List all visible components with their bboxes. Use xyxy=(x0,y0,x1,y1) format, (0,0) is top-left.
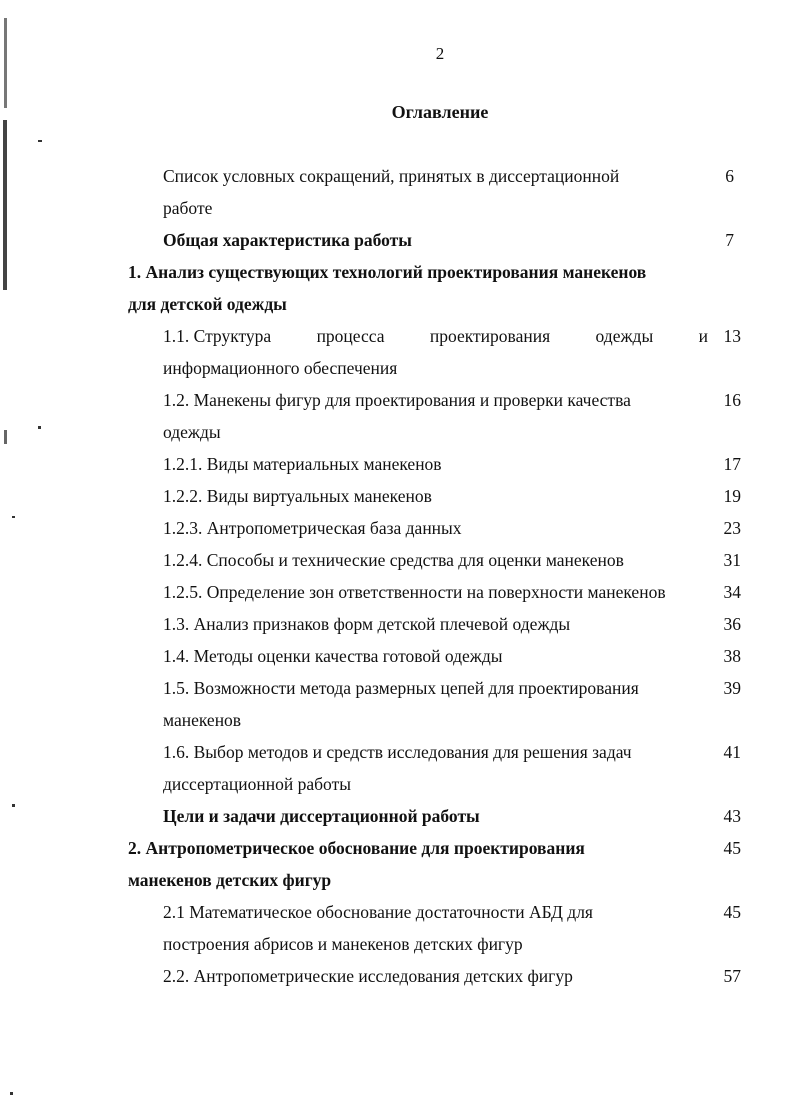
toc-entry-1-1-line1 xyxy=(163,325,708,347)
toc-chapter-2-line1: 2. Антропометрическое обоснование для проектирования xyxy=(128,838,585,858)
toc-page-number: 43 xyxy=(723,806,741,826)
toc-page-number: 17 xyxy=(723,454,741,474)
toc-entry-1-2-1: 1.2.1. Виды материальных манекенов xyxy=(163,454,442,474)
toc-entry-1-2-line2: одежды xyxy=(163,422,221,442)
toc-word: 1.1. Структура xyxy=(163,326,272,346)
toc-page-number: 36 xyxy=(723,614,741,634)
toc-page-number: 23 xyxy=(723,518,741,538)
toc-entry-1-4: 1.4. Методы оценки качества готовой одежды xyxy=(163,646,503,666)
toc-entry-1-2-3: 1.2.3. Антропометрическая база данных xyxy=(163,518,462,538)
toc-page-number: 13 xyxy=(723,326,741,346)
toc-entry-abbreviations-line1: Список условных сокращений, принятых в диссертационной xyxy=(163,166,620,186)
toc-chapter-1-line1: 1. Анализ существующих технологий проектирования манекенов xyxy=(128,262,647,282)
toc-entry-2-1-line1: 2.1 Математическое обоснование достаточности АБД для xyxy=(163,902,593,922)
toc-page-number: 16 xyxy=(723,390,741,410)
toc-entry-1-6-line2: диссертационной работы xyxy=(163,774,351,794)
toc-page-number: 45 xyxy=(723,902,741,922)
toc-entry-1-2-line1: 1.2. Манекены фигур для проектирования и проверки качества xyxy=(163,390,631,410)
toc-chapter-1-line2: для детской одежды xyxy=(128,294,287,314)
page-number: 2 xyxy=(435,44,445,63)
toc-word: проектирования xyxy=(429,326,551,346)
toc-entry-1-2-4: 1.2.4. Способы и технические средства для оценки манекенов xyxy=(163,550,624,570)
toc-page-number: 39 xyxy=(723,678,741,698)
toc-word: процесса xyxy=(316,326,385,346)
toc-chapter-2-line2: манекенов детских фигур xyxy=(128,870,332,890)
toc-entry-1-2-2: 1.2.2. Виды виртуальных манекенов xyxy=(163,486,432,506)
toc-entry-2-2: 2.2. Антропометрические исследования детских фигур xyxy=(163,966,573,986)
toc-page-number: 31 xyxy=(723,550,741,570)
toc-entry-abbreviations-line2: работе xyxy=(163,198,213,218)
toc-entry-general: Общая характеристика работы xyxy=(163,230,412,250)
toc-page-number: 38 xyxy=(723,646,741,666)
toc-page-number: 41 xyxy=(723,742,741,762)
toc-page-number: 34 xyxy=(723,582,741,602)
toc-page-number: 19 xyxy=(723,486,741,506)
toc-word: и xyxy=(698,326,708,346)
toc-entry-1-5-line1: 1.5. Возможности метода размерных цепей для проектирования xyxy=(163,678,639,698)
toc-entry-1-6-line1: 1.6. Выбор методов и средств исследования для решения задач xyxy=(163,742,632,762)
toc-entry-1-2-5: 1.2.5. Определение зон ответственности на поверхности манекенов xyxy=(163,582,666,602)
toc-entry-2-1-line2: построения абрисов и манекенов детских фигур xyxy=(163,934,523,954)
toc-word: одежды xyxy=(595,326,654,346)
toc-entry-goals: Цели и задачи диссертационной работы xyxy=(163,806,480,826)
toc-entry-1-3: 1.3. Анализ признаков форм детской плечевой одежды xyxy=(163,614,571,634)
toc-entry-1-1-line2: информационного обеспечения xyxy=(163,358,398,378)
toc-page-number: 7 xyxy=(725,230,734,250)
toc-page-number: 57 xyxy=(723,966,741,986)
toc-entry-1-5-line2: манекенов xyxy=(163,710,242,730)
toc-page-number: 6 xyxy=(725,166,734,186)
toc-page-number: 45 xyxy=(723,838,741,858)
page-title: Оглавление xyxy=(391,102,489,122)
